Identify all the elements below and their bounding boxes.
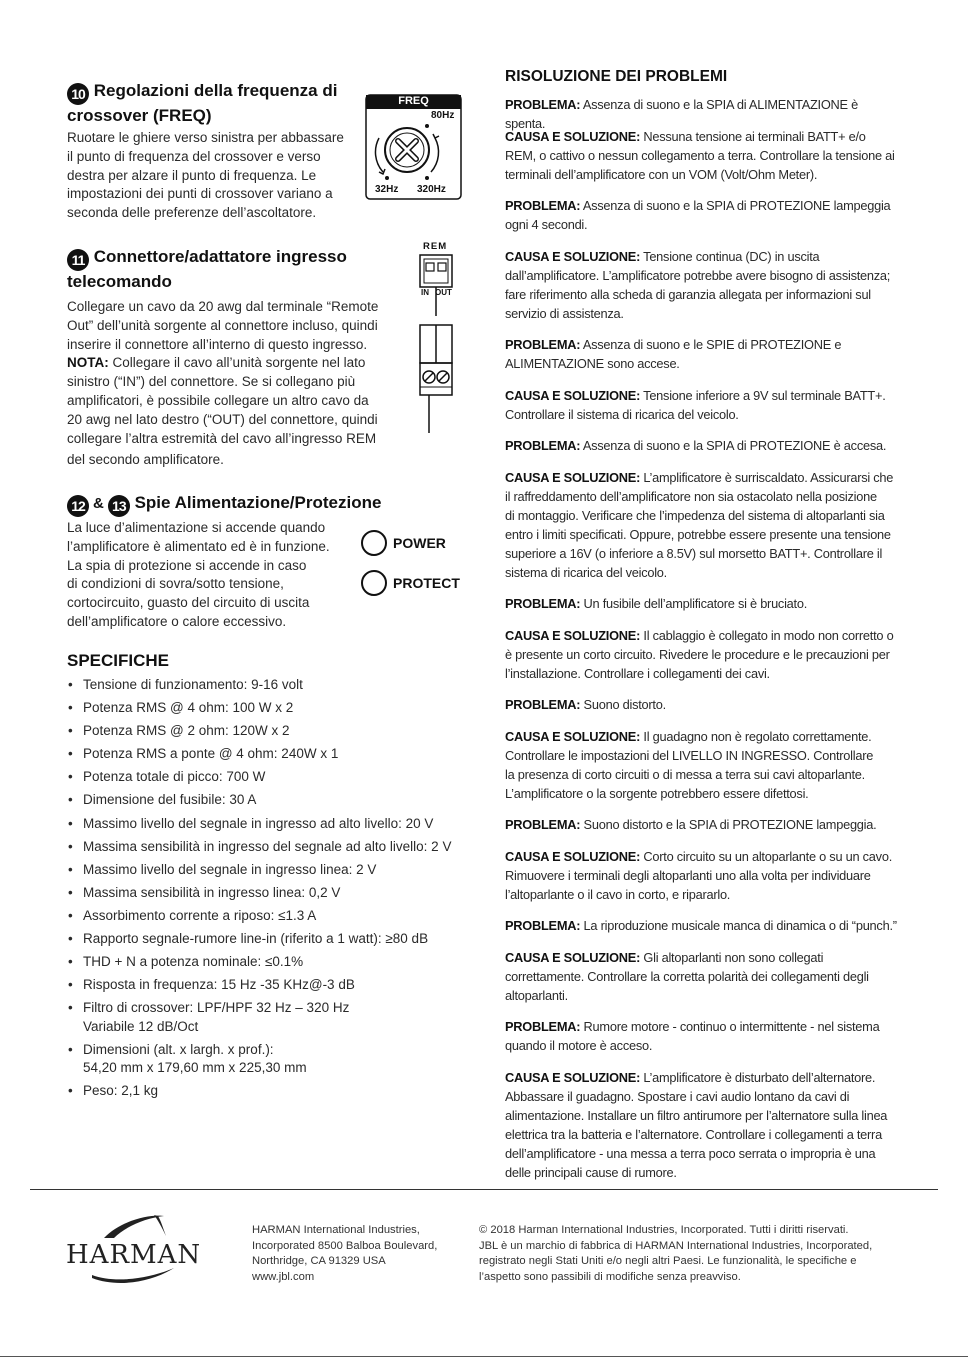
protect-led-row	[361, 570, 460, 596]
problem-entry	[505, 815, 901, 834]
remote-note-line: collegare l’altra estremità del cavo all’ingresso REM	[67, 430, 377, 446]
entry-text: Tensione continua (DC) in uscita	[640, 248, 820, 264]
entry-text: Gli altoparlanti non sono collegati	[640, 949, 824, 965]
harman-logo	[66, 1212, 216, 1286]
cause-label: CAUSA E SOLUZIONE:	[505, 627, 641, 643]
cause-label: CAUSA E SOLUZIONE:	[505, 848, 641, 864]
problem-label: PROBLEMA:	[505, 817, 581, 832]
leds-body-line: di condizioni di sovra/sotto tensione,	[67, 576, 284, 592]
leds-body-line: cortocircuito, guasto del circuito di uscita	[67, 595, 310, 611]
nota-label: NOTA:	[67, 355, 109, 371]
entry-line	[505, 544, 901, 563]
leds-body-line: dell’amplificatore o calore eccessivo.	[67, 613, 287, 629]
protect-led-icon	[361, 570, 387, 596]
spec-item: • Potenza totale di picco: 700 W	[67, 768, 487, 786]
spec-filter-line1: • Filtro di crossover: LPF/HPF 32 Hz – 320 Hz	[83, 1000, 350, 1016]
cause-solution-entry	[505, 1068, 901, 1182]
footer-legal-line: © 2018 Harman International Industries, Incorporated. Tutti i diritti riservati.	[479, 1224, 849, 1236]
entry-line	[505, 765, 901, 784]
spec-item-filter	[67, 999, 487, 1036]
remote-note-line: 20 awg nel lato destro (“OUT) del connettore, quindi	[67, 411, 378, 427]
spec-item: • Massimo livello del segnale in ingresso linea: 2 V	[67, 861, 487, 879]
leds-title: Spie Alimentazione/Protezione	[134, 493, 382, 512]
freq-dial-figure	[365, 94, 462, 200]
power-label: POWER	[393, 535, 446, 551]
entry-text: Suono distorto.	[580, 697, 666, 712]
entry-text: Rumore motore - continuo o intermittente - nel sistema	[580, 1019, 880, 1034]
footer-address	[252, 1223, 437, 1285]
remote-body-line: Collegare un cavo da 20 awg dal terminale “Remote	[67, 299, 379, 314]
leds-body-line: La luce d’alimentazione si accende quando	[67, 520, 326, 535]
cause-label: CAUSA E SOLUZIONE:	[505, 1069, 641, 1085]
freq-body-line: Ruotare le ghiere verso sinistra per abbassare	[67, 130, 344, 145]
entry-text: la presenza di corto circuiti o di messa a terra sui cavi altoparlante.	[505, 766, 865, 782]
entry-line	[505, 215, 901, 234]
entry-text: Il cablaggio è collegato in modo non corretto o	[640, 627, 894, 643]
entry-text: Assenza di suono e le SPIE di PROTEZIONE e	[580, 337, 842, 352]
entry-line	[505, 247, 901, 266]
entry-text: L’amplificatore è surriscaldato. Assicurarsi che	[640, 469, 894, 485]
remote-body-line: Out” dell’unità sorgente al connettore incluso, quindi	[67, 317, 378, 333]
entry-text: Nessuna tensione ai terminali BATT+ e/o	[640, 128, 866, 144]
spec-item: • Rapporto segnale-rumore line-in (riferito a 1 watt): ≥80 dB	[67, 930, 487, 948]
remote-note-line: amplificatori, è possibile collegare un altro cavo da	[67, 392, 369, 408]
entry-line	[505, 146, 901, 165]
entry-line	[505, 266, 901, 285]
spec-item: • Dimensione del fusibile: 30 A	[67, 791, 487, 809]
footer-address-line: Northridge, CA 91329 USA	[252, 1255, 386, 1267]
entry-text: dall’amplificatore. L’amplificatore potrebbe avere bisogno di assistenza;	[505, 267, 891, 283]
freq-dial-label: FREQ	[398, 95, 429, 107]
section-number-10: 10	[67, 83, 89, 105]
entry-line	[505, 196, 901, 215]
remote-body-line: inserire il connettore all’interno di questo ingresso.	[67, 336, 368, 352]
entry-line	[505, 594, 901, 613]
entry-line	[505, 664, 901, 683]
problem-label: PROBLEMA:	[505, 198, 581, 213]
leds-body-line: La spia di protezione si accende in caso	[67, 557, 307, 573]
problem-label: PROBLEMA:	[505, 697, 581, 712]
power-led-row	[361, 530, 446, 556]
spec-item: • Massima sensibilità in ingresso linea: 0,2 V	[67, 884, 487, 902]
cause-label: CAUSA E SOLUZIONE:	[505, 248, 641, 264]
entry-line	[505, 1163, 901, 1182]
freq-dial-top-label: 80Hz	[431, 110, 455, 121]
entry-line	[505, 948, 901, 967]
entry-text: Tensione inferiore a 9V sul terminale BATT+.	[640, 387, 886, 403]
freq-body-line: destra per alzare il punto di frequenza. Le	[67, 167, 317, 183]
entry-line	[505, 1017, 901, 1036]
entry-text: Il guadagno non è regolato correttamente.	[640, 728, 872, 744]
spec-dim-line2: 54,20 mm x 179,60 mm x 225,30 mm	[83, 1060, 307, 1076]
footer-legal-line: l’aspetto sono passibili di modifiche senza preavviso.	[479, 1270, 741, 1283]
entry-text: La riproduzione musicale manca di dinamica o di “punch.”	[580, 918, 897, 933]
freq-body-line: seconda delle preferenze dell’ascoltatore.	[67, 205, 317, 221]
cause-label: CAUSA E SOLUZIONE:	[505, 128, 641, 144]
freq-dial-right-label: 320Hz	[417, 184, 446, 195]
in-label: IN	[421, 288, 429, 297]
cause-solution-entry	[505, 948, 901, 1005]
remote-title-line1: Connettore/adattatore ingresso	[93, 247, 347, 266]
protect-label: PROTECT	[393, 575, 460, 591]
entry-text: altoparlanti.	[505, 987, 568, 1003]
remote-note-line	[67, 354, 397, 373]
entry-text: superiore a 16V (o inferiore a 8.5V) sul morsetto BATT+. Controllare il	[505, 545, 883, 561]
remote-connector-icon	[415, 241, 465, 436]
entry-text: entro i limiti specificati. Oppure, potrebbe essere presente una tensione	[505, 526, 891, 542]
entry-line	[505, 165, 901, 184]
entry-line	[505, 1106, 901, 1125]
entry-line	[505, 304, 901, 323]
entry-line	[505, 1036, 901, 1055]
entry-text: servizio di assistenza.	[505, 305, 624, 321]
entry-line	[505, 354, 901, 373]
entry-line	[505, 1068, 901, 1087]
entry-text: Controllare il sistema di ricarica del veicolo.	[505, 406, 739, 422]
entry-line	[505, 727, 901, 746]
problem-label: PROBLEMA:	[505, 97, 581, 112]
spec-item: • Massima sensibilità in ingresso del segnale ad alto livello: 2 V	[67, 838, 487, 856]
entry-text: elettrica tra la batteria e l’alternatore. Controllare i collegamenti a terra	[505, 1126, 882, 1142]
entry-text: Controllare le impostazioni del LIVELLO IN INGRESSO. Controllare	[505, 747, 874, 763]
entry-line	[505, 436, 901, 455]
entry-text: Rimuovere i terminali degli altoparlanti uno alla volta per individuare	[505, 867, 871, 883]
entry-line	[505, 866, 901, 885]
entry-text: sistema di ricarica del veicolo.	[505, 564, 667, 580]
problem-entry	[505, 436, 901, 455]
ampersand: &	[93, 495, 104, 512]
footer-website-link[interactable]: www.jbl.com	[252, 1270, 315, 1283]
entry-text: L’amplificatore o la sorgente potrebbero essere difettosi.	[505, 785, 809, 801]
entry-line	[505, 967, 901, 986]
entry-line	[505, 468, 901, 487]
entry-text: delle principali cause di rumore.	[505, 1164, 677, 1180]
remote-note-text: Collegare il cavo all’unità sorgente nel lato	[108, 355, 366, 371]
problem-entry	[505, 594, 901, 613]
spec-item: • Assorbimento corrente a riposo: ≤1.3 A	[67, 907, 487, 925]
freq-body-line: il punto di frequenza del crossover e verso	[67, 148, 321, 164]
entry-line	[505, 1087, 901, 1106]
entry-text: Assenza di suono e la SPIA di PROTEZIONE lampeggia	[580, 198, 891, 213]
out-label: OUT	[435, 288, 452, 297]
entry-line	[505, 525, 901, 544]
problem-entry	[505, 196, 901, 234]
spec-dim-line1: • Dimensioni (alt. x largh. x prof.):	[83, 1041, 274, 1057]
entry-line	[505, 506, 901, 525]
power-led-icon	[361, 530, 387, 556]
section-number-11: 11	[67, 249, 89, 271]
entry-line	[505, 1144, 901, 1163]
problem-entry	[505, 1017, 901, 1055]
problem-entry	[505, 916, 901, 935]
remote-body	[67, 298, 397, 470]
footer-address-line: HARMAN International Industries,	[252, 1224, 420, 1236]
cause-solution-entry	[505, 247, 901, 323]
entry-line	[505, 695, 901, 714]
entry-text: dell’amplificatore - una messa a terra poco serrata o impropria è una	[505, 1145, 876, 1161]
entry-line	[505, 916, 901, 935]
leds-body-line: l’amplificatore è alimentato ed è in funzione.	[67, 538, 330, 554]
entry-line	[505, 335, 901, 354]
spec-item: • Tensione di funzionamento: 9-16 volt	[67, 676, 487, 694]
remote-note-line: del secondo amplificatore.	[67, 452, 224, 468]
cause-solution-entry	[505, 127, 901, 184]
entry-line	[505, 1125, 901, 1144]
cause-solution-entry	[505, 727, 901, 803]
remote-connector-figure	[415, 241, 465, 436]
entry-line	[505, 487, 901, 506]
page-bottom-rule	[0, 1356, 968, 1357]
entry-text: L’amplificatore è disturbato dell’alternatore.	[640, 1069, 876, 1085]
problem-label: PROBLEMA:	[505, 438, 581, 453]
entry-line	[505, 386, 901, 405]
entry-line	[505, 563, 901, 582]
entry-line	[505, 847, 901, 866]
specs-list	[67, 676, 487, 1105]
problem-label: PROBLEMA:	[505, 1019, 581, 1034]
entry-line	[505, 626, 901, 645]
entry-text: Corto circuito su un altoparlante o su un cavo.	[640, 848, 892, 864]
entry-text: Un fusibile dell’amplificatore si è bruciato.	[580, 596, 808, 611]
spec-item: • Potenza RMS @ 2 ohm: 120W x 2	[67, 722, 487, 740]
entry-text: correttamente. Controllare la corretta polarità dei collegamenti degli	[505, 968, 869, 984]
entry-text: alimentazione. Installare un filtro antirumore per l’alternatore sulla linea	[505, 1107, 888, 1123]
cause-solution-entry	[505, 626, 901, 683]
rem-label: REM	[423, 241, 448, 252]
entry-text: REM, o cattivo o nessun collegamento a terra. Controllare la tensione ai	[505, 147, 895, 163]
entry-line	[505, 127, 901, 146]
spec-item: • Potenza RMS a ponte @ 4 ohm: 240W x 1	[67, 745, 487, 763]
cause-label: CAUSA E SOLUZIONE:	[505, 387, 641, 403]
footer-legal-line: JBL è un marchio di fabbrica di HARMAN International Industries, Incorporated,	[479, 1239, 873, 1252]
entry-text: ALIMENTAZIONE sono accese.	[505, 356, 680, 371]
spec-item: • THD + N a potenza nominale: ≤0.1%	[67, 953, 487, 971]
cause-solution-entry	[505, 386, 901, 424]
troubleshooting-title: RISOLUZIONE DEI PROBLEMI	[505, 68, 728, 85]
spec-item-dimensions	[67, 1041, 487, 1078]
cause-solution-entry	[505, 847, 901, 904]
specs-title: SPECIFICHE	[67, 651, 170, 670]
entry-text: Assenza di suono e la SPIA di ALIMENTAZIONE è spenta.	[505, 97, 859, 131]
entry-line	[505, 645, 901, 664]
entry-line	[505, 285, 901, 304]
footer-legal	[479, 1223, 919, 1285]
entry-text: quando il motore è acceso.	[505, 1038, 653, 1053]
entry-text: Suono distorto e la SPIA di PROTEZIONE lampeggia.	[580, 817, 877, 832]
remote-title-line2: telecomando	[67, 272, 172, 291]
section-number-13: 13	[108, 495, 130, 517]
spec-item: • Massimo livello del segnale in ingresso ad alto livello: 20 V	[67, 815, 487, 833]
freq-body	[67, 129, 367, 223]
footer-divider	[30, 1189, 938, 1190]
problem-label: PROBLEMA:	[505, 596, 581, 611]
freq-body-line: impostazioni dei punti di crossover variano a	[67, 186, 333, 202]
entry-line	[505, 746, 901, 765]
freq-section-title	[67, 80, 337, 126]
cause-solution-entry	[505, 468, 901, 582]
entry-text: ogni 4 secondi.	[505, 217, 588, 232]
spec-item: • Peso: 2,1 kg	[67, 1082, 487, 1100]
entry-line	[505, 784, 901, 803]
cause-label: CAUSA E SOLUZIONE:	[505, 469, 641, 485]
spec-item: • Potenza RMS @ 4 ohm: 100 W x 2	[67, 699, 487, 717]
leds-body	[67, 519, 357, 632]
freq-dial-left-label: 32Hz	[375, 184, 399, 195]
entry-text: di montaggio. Verificare che l’impedenza del sistema di altoparlanti sia	[505, 507, 885, 523]
remote-section-title	[67, 246, 347, 292]
entry-text: l’installazione. Controllare i collegamenti dei cavi.	[505, 665, 770, 681]
entry-text: terminali dell’amplificatore con un VOM (Volt/Ohm Meter).	[505, 166, 818, 182]
entry-line	[505, 815, 901, 834]
section-number-12: 12	[67, 495, 89, 517]
entry-text: il raffreddamento dell’amplificatore non sia ostacolato nella posizione	[505, 488, 877, 504]
entry-text: Abbassare il guadagno. Spostare i cavi audio lontano da cavi di	[505, 1088, 850, 1104]
entry-text: l’altoparlante o il cavo in corto, e ripararlo.	[505, 886, 731, 902]
spec-filter-line2: Variabile 12 dB/Oct	[83, 1018, 199, 1034]
freq-title-line1: Regolazioni della frequenza di	[93, 81, 338, 100]
spec-item: • Risposta in frequenza: 15 Hz -35 KHz@-3 dB	[67, 976, 487, 994]
problem-entry	[505, 695, 901, 714]
problem-entry	[505, 335, 901, 373]
freq-title-line2: crossover (FREQ)	[67, 106, 212, 125]
entry-line	[505, 885, 901, 904]
entry-text: è presente un corto circuito. Rivedere le procedure e le precauzioni per	[505, 646, 890, 662]
entry-line	[505, 986, 901, 1005]
entry-text: Assenza di suono e la SPIA di PROTEZIONE è accesa.	[580, 438, 887, 453]
cause-label: CAUSA E SOLUZIONE:	[505, 949, 641, 965]
leds-section-title	[67, 492, 381, 517]
entry-line	[505, 405, 901, 424]
harman-logo-text: HARMAN	[66, 1240, 202, 1270]
entry-text: fare riferimento alla scheda di garanzia allegata per informazioni sul	[505, 286, 871, 302]
footer-legal-line: registrato negli Stati Uniti e/o negli altri Paesi. Le funzionalità, le specifiche e	[479, 1255, 857, 1267]
remote-note-line: sinistro (“IN”) del connettore. Se si collegano più	[67, 374, 356, 390]
problem-label: PROBLEMA:	[505, 337, 581, 352]
footer-address-line: Incorporated 8500 Balboa Boulevard,	[252, 1239, 438, 1252]
cause-label: CAUSA E SOLUZIONE:	[505, 728, 641, 744]
problem-label: PROBLEMA:	[505, 918, 581, 933]
